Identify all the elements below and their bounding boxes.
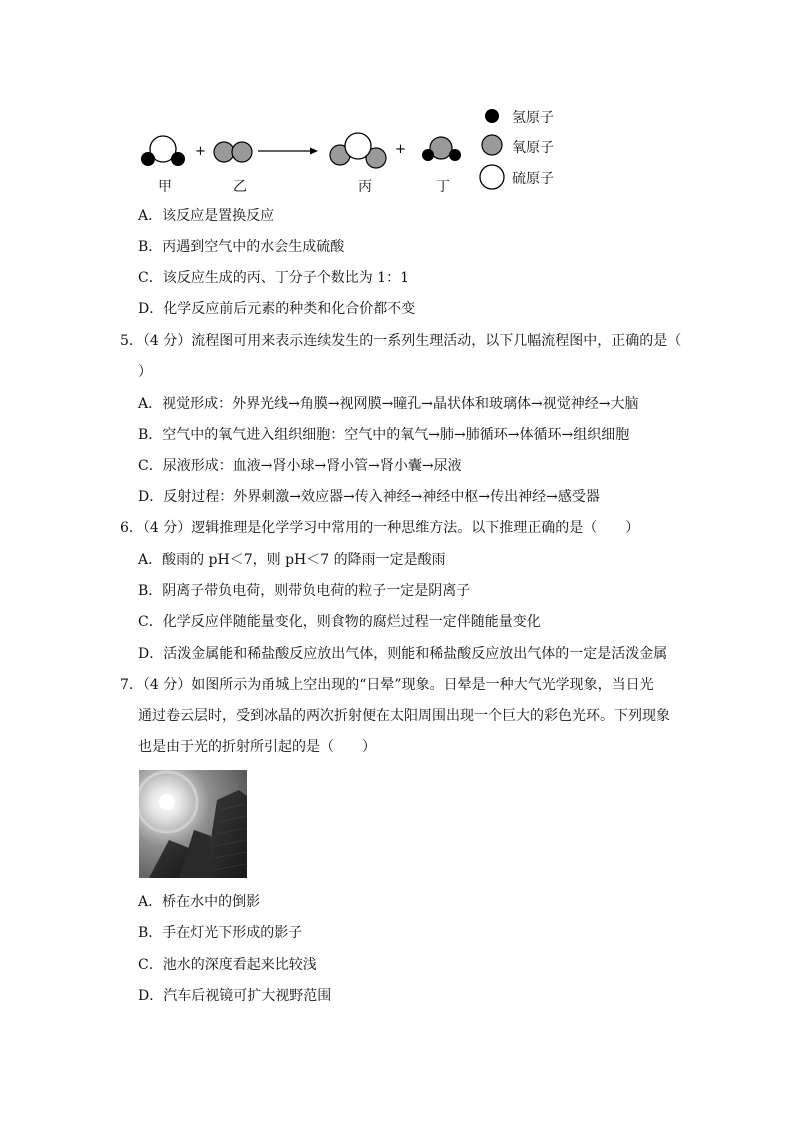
plus-sign: + bbox=[395, 142, 406, 157]
q5-option-c: C．尿液形成：血液→肾小球→肾小管→肾小囊→尿液 bbox=[138, 458, 462, 474]
molecule-label-bing: 丙 bbox=[358, 179, 372, 195]
q7-option-c: C．池水的深度看起来比较浅 bbox=[138, 957, 317, 973]
q5-stem: 5．（4 分）流程图可用来表示连续发生的一系列生理活动，以下几幅流程图中，正确的是（ bbox=[120, 333, 682, 349]
legend-oxygen-marker bbox=[482, 135, 502, 155]
reaction-arrow bbox=[258, 148, 318, 155]
molecule-ding bbox=[422, 137, 461, 161]
legend-sulfur-marker bbox=[480, 165, 504, 189]
molecule-bing bbox=[330, 133, 386, 168]
sun-halo-photo bbox=[139, 770, 247, 878]
q5-option-a: A．视觉形成：外界光线→角膜→视网膜→瞳孔→晶状体和玻璃体→视觉神经→大脑 bbox=[138, 396, 639, 412]
molecule-label-jia: 甲 bbox=[158, 179, 172, 195]
molecule-label-yi: 乙 bbox=[233, 179, 247, 195]
hydrogen-atom bbox=[422, 149, 434, 161]
q5-stem-continued: ） bbox=[138, 364, 152, 380]
reaction-diagram bbox=[0, 100, 794, 200]
q4-option-c: C．该反应生成的丙、丁分子个数比为 1：1 bbox=[138, 270, 409, 286]
q5-option-d: D．反射过程：外界刺激→效应器→传入神经→神经中枢→传出神经→感受器 bbox=[138, 489, 600, 505]
legend-hydrogen-marker bbox=[485, 109, 499, 123]
oxygen-atom bbox=[232, 142, 252, 162]
oxygen-atom bbox=[214, 142, 234, 162]
q7-stem-line-1: 7．（4 分）如图所示为甬城上空出现的“日晕”现象。日晕是一种大气光学现象，当日光 bbox=[120, 677, 654, 693]
q6-option-b: B．阴离子带负电荷，则带负电荷的粒子一定是阴离子 bbox=[138, 583, 471, 599]
molecule-label-ding: 丁 bbox=[436, 179, 450, 195]
q7-option-b: B．手在灯光下形成的影子 bbox=[138, 925, 303, 941]
q4-option-b: B．丙遇到空气中的水会生成硫酸 bbox=[138, 239, 345, 255]
q6-stem: 6．（4 分）逻辑推理是化学学习中常用的一种思维方法。以下推理正确的是（ ） bbox=[120, 520, 640, 536]
q4-option-d: D．化学反应前后元素的种类和化合价都不变 bbox=[138, 301, 416, 317]
q7-option-d: D．汽车后视镜可扩大视野范围 bbox=[138, 988, 332, 1004]
molecule-yi bbox=[214, 142, 252, 162]
q4-option-a: A．该反应是置换反应 bbox=[138, 208, 275, 224]
q6-option-c: C．化学反应伴随能量变化，则食物的腐烂过程一定伴随能量变化 bbox=[138, 614, 541, 630]
hydrogen-atom bbox=[449, 149, 461, 161]
hydrogen-atom bbox=[141, 152, 155, 166]
q6-option-a: A．酸雨的 pH＜7，则 pH＜7 的降雨一定是酸雨 bbox=[138, 552, 446, 568]
q7-stem-line-3: 也是由于光的折射所引起的是（ ） bbox=[138, 739, 376, 755]
sulfur-atom bbox=[345, 133, 371, 159]
legend-oxygen-label: 氧原子 bbox=[512, 140, 554, 156]
legend-hydrogen-label: 氢原子 bbox=[512, 110, 554, 126]
legend-sulfur-label: 硫原子 bbox=[512, 171, 554, 187]
hydrogen-atom bbox=[171, 152, 185, 166]
q7-stem-line-2: 通过卷云层时，受到冰晶的两次折射便在太阳周围出现一个巨大的彩色光环。下列现象 bbox=[138, 708, 670, 724]
q6-option-d: D．活泼金属能和稀盐酸反应放出气体，则能和稀盐酸反应放出气体的一定是活泼金属 bbox=[138, 646, 668, 662]
molecule-jia bbox=[141, 136, 185, 166]
q7-option-a: A．桥在水中的倒影 bbox=[138, 894, 261, 910]
q5-option-b: B．空气中的氧气进入组织细胞：空气中的氧气→肺→肺循环→体循环→组织细胞 bbox=[138, 427, 630, 443]
plus-sign: + bbox=[195, 144, 206, 159]
